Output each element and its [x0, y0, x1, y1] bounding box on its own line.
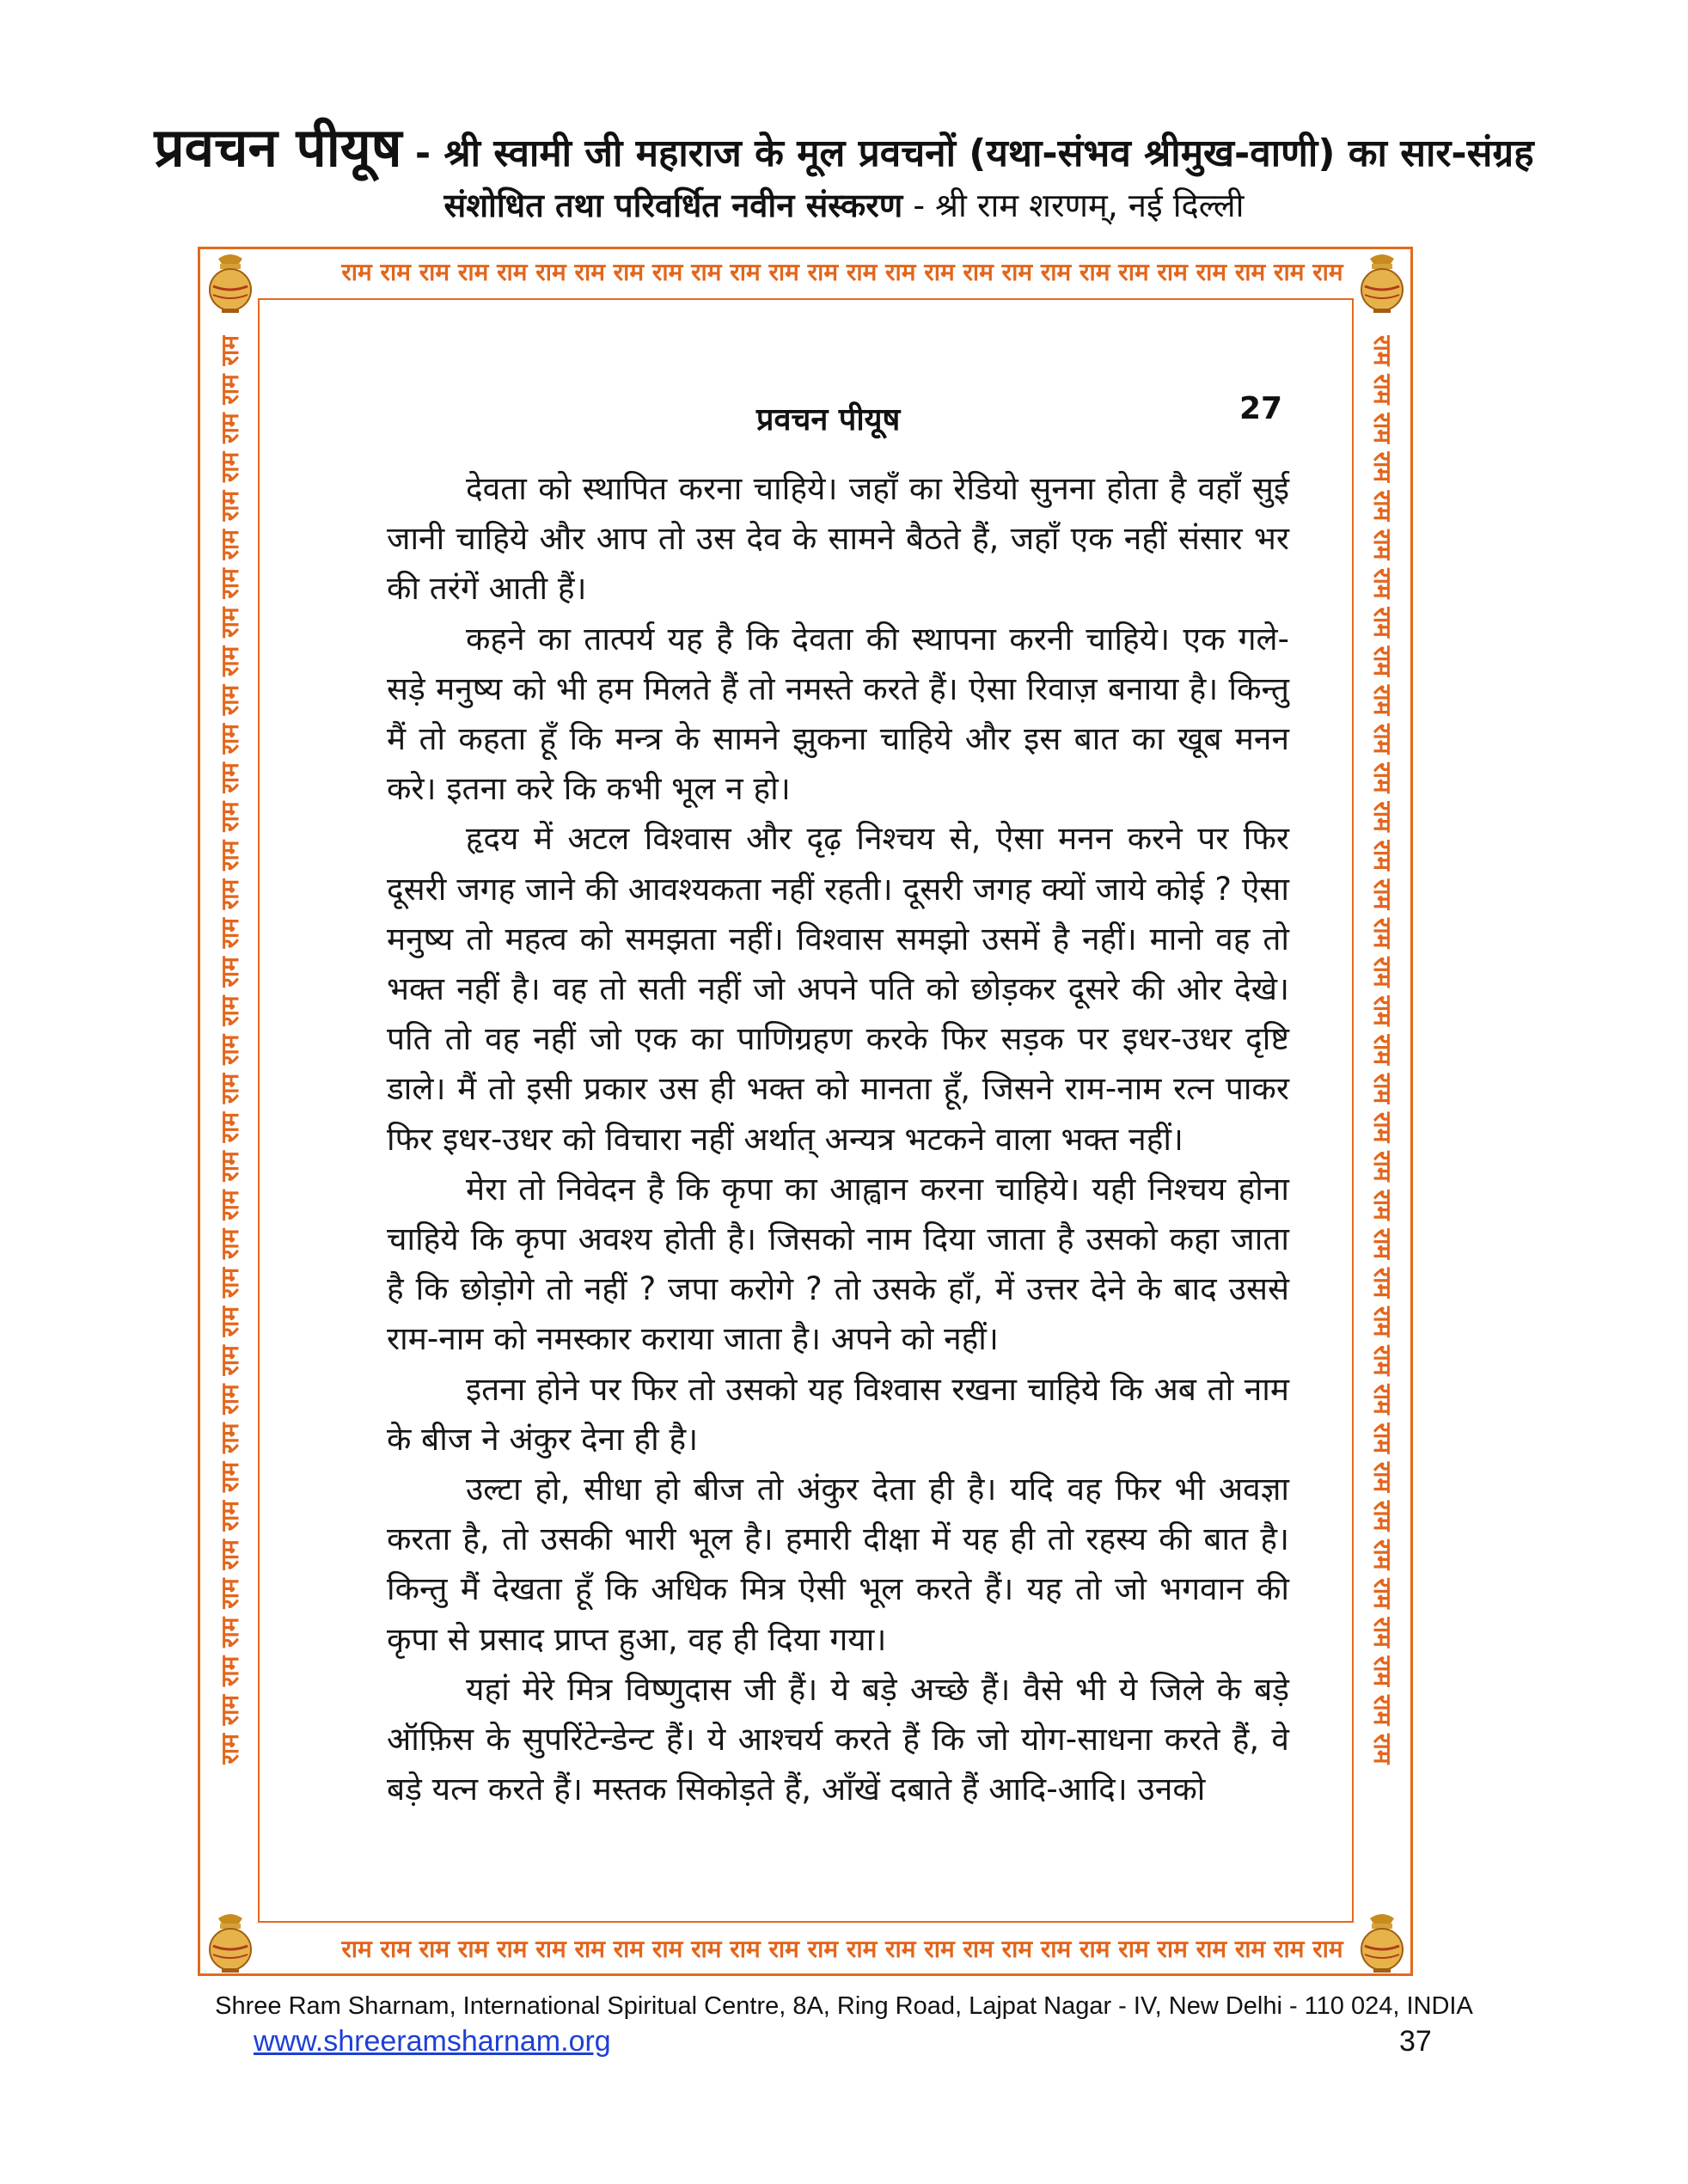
paragraph: यहां मेरे मित्र विष्णुदास जी हैं। ये बड़े अच्छे हैं। वैसे भी ये जिले के बड़े ऑफ़िस के सुपरिंटेन्डेन्ट हैं। ये आश्चर्य करते हैं कि जो योग-साधना करते हैं, वे बड़े यत्न करते हैं। मस्तक सिकोड़ते हैं, आँखें दबाते हैं आदि-आदि। उनको: [387, 1670, 1289, 1808]
footer-address: Shree Ram Sharnam, International Spiritual Centre, 8A, Ring Road, Lajpat Nagar - IV, New Delhi - 110 024, INDIA: [215, 1992, 1473, 2020]
border-ram-right: [1356, 335, 1408, 1882]
header-subtitle: - श्री स्वामी जी महाराज के मूल प्रवचनों (यथा-संभव श्रीमुख-वाणी) का सार-संग्रह: [401, 132, 1534, 175]
border-ram-bottom: राम राम राम राम राम राम राम राम राम राम राम राम राम राम राम राम राम राम राम राम राम राम राम राम राम राम: [341, 1935, 1343, 1963]
page-body-text: [387, 464, 1289, 1814]
edition-line: [0, 182, 1688, 227]
website-link[interactable]: www.shreeramsharnam.org: [254, 2025, 611, 2058]
pdf-page-number: 37: [1399, 2025, 1432, 2058]
kalash-pot-icon: [1353, 250, 1411, 314]
paragraph: इतना होने पर फिर तो उसको यह विश्वास रखना चाहिये कि अब तो नाम के बीज ने अंकुर देना ही है।: [387, 1370, 1289, 1458]
book-running-title: प्रवचन पीयूष: [756, 402, 901, 437]
paragraph: उल्टा हो, सीधा हो बीज तो अंकुर देता ही है। यदि वह फिर भी अवज्ञा करता है, तो उसकी भारी भूल है। हमारी दीक्षा में यह ही तो रहस्य की बात है। किन्तु मैं देखता हूँ कि अधिक मित्र ऐसी भूल करते हैं। यह तो जो भगवान की कृपा से प्रसाद प्राप्त हुआ, वह ही दिया गया।: [387, 1471, 1289, 1658]
edition-publisher: - श्री राम शरणम्, नई दिल्ली: [902, 187, 1245, 224]
border-ram-left: [205, 335, 256, 1882]
paragraph: कहने का तात्पर्य यह है कि देवता की स्थापना करनी चाहिये। एक गले-सड़े मनुष्य को भी हम मिलते हैं तो नमस्ते करते हैं। ऐसा रिवाज़ बनाया है। किन्तु मैं तो कहता हूँ कि मन्त्र के सामने झुकना चाहिये और इस बात का खूब मनन करे। इतना करे कि कभी भूल न हो।: [387, 620, 1289, 808]
document-header-title: [0, 110, 1688, 182]
paragraph: देवता को स्थापित करना चाहिये। जहाँ का रेडियो सुनना होता है वहाँ सुई जानी चाहिये और आप तो उस देव के सामने बैठते हैं, जहाँ एक नहीं संसार भर की तरंगें आती हैं।: [387, 470, 1289, 608]
edition-label: संशोधित तथा परिवर्धित नवीन संस्करण: [443, 187, 903, 224]
kalash-pot-icon: [201, 250, 260, 314]
book-page-number: 27: [1239, 391, 1283, 426]
book-name: प्रवचन पीयूष: [154, 116, 402, 179]
kalash-pot-icon: [1353, 1910, 1411, 1973]
paragraph: हृदय में अटल विश्वास और दृढ़ निश्चय से, ऐसा मनन करने पर फिर दूसरी जगह जाने की आवश्यकता नहीं रहती। दूसरी जगह क्यों जाये कोई ? ऐसा मनुष्य तो महत्व को समझता नहीं। विश्वास समझो उसमें है नहीं। मानो वह तो भक्त नहीं है। वह तो सती नहीं जो अपने पति को छोड़कर दूसरे की ओर देखे। पति तो वह नहीं जो एक का पाणिग्रहण करके फिर सड़क पर इधर-उधर दृष्टि डाले। मैं तो इसी प्रकार उस ही भक्त को मानता हूँ, जिसने राम-नाम रत्न पाकर फिर इधर-उधर को विचारा नहीं अर्थात् अन्यत्र भटकने वाला भक्त नहीं।: [387, 820, 1289, 1158]
paragraph: मेरा तो निवेदन है कि कृपा का आह्वान करना चाहिये। यही निश्चय होना चाहिये कि कृपा अवश्य होती है। जिसको नाम दिया जाता है उसको कहा जाता है कि छोड़ोगे तो नहीं ? जपा करोगे ? तो उसके हाँ, में उत्तर देने के बाद उससे राम-नाम को नमस्कार कराया जाता है। अपने को नहीं।: [387, 1170, 1289, 1358]
border-ram-top: राम राम राम राम राम राम राम राम राम राम राम राम राम राम राम राम राम राम राम राम राम राम राम राम राम राम: [341, 258, 1343, 286]
border-ram-left-text: राम राम राम राम राम राम राम राम राम राम राम राम राम राम राम राम राम राम राम राम राम राम राम राम राम राम राम राम राम राम राम राम राम राम राम राम राम: [216, 335, 244, 1765]
border-ram-right-text: राम राम राम राम राम राम राम राम राम राम राम राम राम राम राम राम राम राम राम राम राम राम राम राम राम राम राम राम राम राम राम राम राम राम राम राम राम: [1368, 335, 1397, 1765]
kalash-pot-icon: [201, 1910, 260, 1973]
